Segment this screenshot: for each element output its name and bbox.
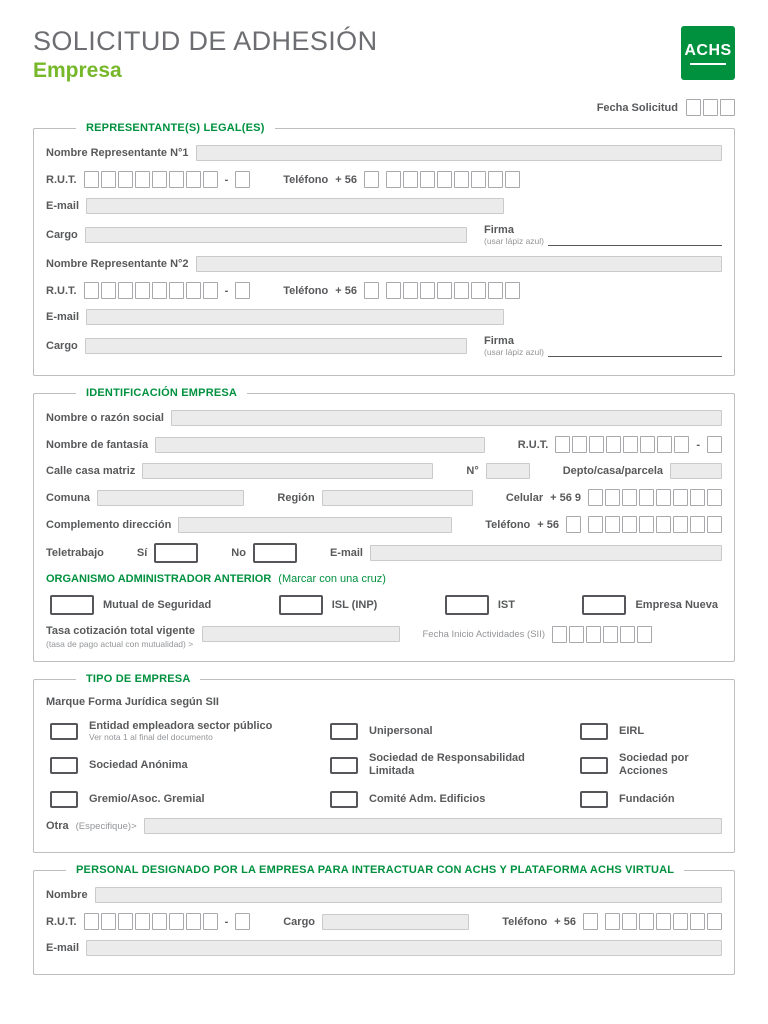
char-box[interactable] xyxy=(420,171,435,188)
char-box[interactable] xyxy=(203,282,218,299)
checkbox-sociedad-anonima[interactable] xyxy=(50,757,78,774)
rep1-nombre-row xyxy=(46,145,722,161)
char-box[interactable] xyxy=(454,171,469,188)
personal-rut-label: R.U.T. xyxy=(46,915,77,928)
header-titles xyxy=(33,26,377,83)
tipo-option-unipersonal xyxy=(330,718,580,744)
char-box[interactable] xyxy=(656,489,671,506)
organismo-option-ist xyxy=(445,595,515,615)
celular-prefix: + 56 9 xyxy=(550,491,581,504)
char-box[interactable] xyxy=(186,171,201,188)
rep2-cargo-label: Cargo xyxy=(46,340,78,352)
organismo-option-empresa-nueva xyxy=(582,595,718,615)
empresa-nueva-label: Empresa Nueva xyxy=(635,599,718,611)
personal-telefono-prefix: + 56 xyxy=(554,915,576,928)
empresa-telefono-label: Teléfono xyxy=(485,518,531,531)
sociedad-por-acciones-label: Sociedad por Acciones xyxy=(619,752,689,777)
char-box[interactable] xyxy=(552,626,567,643)
char-box[interactable] xyxy=(386,282,401,299)
gremio-label: Gremio/Asoc. Gremial xyxy=(89,792,205,805)
personal-email-label: E-mail xyxy=(46,942,80,954)
char-box[interactable] xyxy=(589,436,604,453)
mutual-label: Mutual de Seguridad xyxy=(103,599,212,611)
organismo-options-row xyxy=(46,593,722,615)
char-box[interactable] xyxy=(690,489,705,506)
unipersonal-label: Unipersonal xyxy=(369,724,433,737)
char-box[interactable] xyxy=(605,489,620,506)
char-box[interactable] xyxy=(622,913,637,930)
rep2-nombre-row xyxy=(46,256,722,272)
rep1-cargo-input[interactable] xyxy=(85,227,467,243)
rep2-rut-dv-box xyxy=(235,282,250,299)
rep1-rut-boxes xyxy=(84,171,218,188)
otra-input[interactable] xyxy=(144,818,722,834)
rep2-telefono-label: Teléfono xyxy=(283,284,329,297)
region-input[interactable] xyxy=(322,490,473,506)
comuna-input[interactable] xyxy=(97,490,244,506)
teletrabajo-label: Teletrabajo xyxy=(46,547,104,559)
rep1-rut-telefono-row xyxy=(46,171,722,188)
calle-label: Calle casa matriz xyxy=(46,465,136,477)
fantasia-rut-row xyxy=(46,436,722,453)
checkbox-sociedad-resp-limitada[interactable] xyxy=(330,757,358,774)
razon-social-row xyxy=(46,410,722,426)
empresa-rut-boxes xyxy=(555,436,689,453)
sociedad-resp-limitada-label: Sociedad de Responsabilidad Limitada xyxy=(369,752,525,777)
rep1-firma-nota: (usar lápiz azul) xyxy=(484,236,544,246)
personal-nombre-input[interactable] xyxy=(95,887,722,903)
char-box[interactable] xyxy=(505,282,520,299)
char-box[interactable] xyxy=(471,171,486,188)
rep2-rut-boxes xyxy=(84,282,218,299)
fundacion-label: Fundación xyxy=(619,792,675,805)
tipo-option-sociedad-por-acciones xyxy=(580,752,718,778)
char-box[interactable] xyxy=(720,99,735,116)
char-box[interactable] xyxy=(84,171,99,188)
complemento-label: Complemento dirección xyxy=(46,518,172,531)
complemento-input[interactable] xyxy=(178,517,452,533)
char-box[interactable] xyxy=(603,626,618,643)
char-box[interactable] xyxy=(620,626,635,643)
fantasia-label: Nombre de fantasía xyxy=(46,438,149,451)
rep1-rut-dv-box xyxy=(235,171,250,188)
char-box[interactable] xyxy=(235,171,250,188)
sector-publico-labels xyxy=(89,720,272,743)
char-box[interactable] xyxy=(605,913,620,930)
char-box[interactable] xyxy=(639,516,654,533)
calle-row xyxy=(46,463,722,479)
tipo-option-sociedad-resp-limitada xyxy=(330,752,580,778)
char-box[interactable] xyxy=(639,913,654,930)
page-subtitle: Empresa xyxy=(33,59,122,82)
empresa-email-input[interactable] xyxy=(370,545,722,561)
char-box[interactable] xyxy=(118,171,133,188)
char-box[interactable] xyxy=(364,171,379,188)
char-box[interactable] xyxy=(588,516,603,533)
tipo-option-eirl xyxy=(580,718,718,744)
section-personal-designado-title: PERSONAL DESIGNADO POR LA EMPRESA PARA INTERACTUAR CON ACHS Y PLATAFORMA ACHS VIRTUAL xyxy=(66,864,684,876)
char-box[interactable] xyxy=(135,282,150,299)
char-box[interactable] xyxy=(674,436,689,453)
teletrabajo-email-row xyxy=(46,543,722,563)
rut-dash: - xyxy=(224,284,229,297)
rep2-email-row xyxy=(46,309,722,325)
region-label: Región xyxy=(277,491,315,504)
char-box[interactable] xyxy=(488,171,503,188)
numero-input[interactable] xyxy=(486,463,530,479)
rep2-firma-nota: (usar lápiz azul) xyxy=(484,347,544,357)
char-box[interactable] xyxy=(437,171,452,188)
rep1-rut-label: R.U.T. xyxy=(46,173,77,186)
checkbox-empresa-nueva[interactable] xyxy=(582,595,626,615)
char-box[interactable] xyxy=(583,913,598,930)
char-box[interactable] xyxy=(703,99,718,116)
char-box[interactable] xyxy=(639,489,654,506)
tasa-row xyxy=(46,625,722,649)
char-box[interactable] xyxy=(707,516,722,533)
char-box[interactable] xyxy=(707,436,722,453)
teletrabajo-no-checkbox[interactable] xyxy=(253,543,297,563)
char-box[interactable] xyxy=(152,913,167,930)
rep2-nombre-label: Nombre Representante N°2 xyxy=(46,258,189,270)
rep2-rut-label: R.U.T. xyxy=(46,284,77,297)
rep2-cargo-input[interactable] xyxy=(85,338,467,354)
personal-cargo-label: Cargo xyxy=(283,915,316,928)
sector-publico-label: Entidad empleadora sector público xyxy=(89,719,273,732)
char-box[interactable] xyxy=(152,171,167,188)
rep1-firma-block xyxy=(484,224,722,246)
char-box[interactable] xyxy=(656,913,671,930)
char-box[interactable] xyxy=(454,282,469,299)
personal-rut-boxes xyxy=(84,913,218,930)
rep1-firma-line-row xyxy=(484,236,722,246)
empresa-email-label: E-mail xyxy=(329,547,363,559)
rep2-telefono-box-1 xyxy=(364,282,379,299)
personal-telefono-boxes xyxy=(605,913,722,930)
rep1-cargo-label: Cargo xyxy=(46,229,78,241)
checkbox-fundacion[interactable] xyxy=(580,791,608,808)
rep2-telefono-boxes xyxy=(386,282,520,299)
char-box[interactable] xyxy=(186,913,201,930)
rep1-telefono-label: Teléfono xyxy=(283,173,329,186)
char-box[interactable] xyxy=(403,282,418,299)
checkbox-mutual-de-seguridad[interactable] xyxy=(50,595,94,615)
tipo-option-fundacion xyxy=(580,786,718,812)
char-box[interactable] xyxy=(135,171,150,188)
empresa-telefono-box-1 xyxy=(566,516,581,533)
checkbox-sociedad-por-acciones[interactable] xyxy=(580,757,608,774)
tasa-nota: (tasa de pago actual con mutualidad) > xyxy=(46,639,194,649)
personal-nombre-label: Nombre xyxy=(46,889,88,901)
char-box[interactable] xyxy=(673,516,688,533)
char-box[interactable] xyxy=(84,913,99,930)
section-tipo-empresa-title: TIPO DE EMPRESA xyxy=(76,673,200,685)
char-box[interactable] xyxy=(606,436,621,453)
rep1-cargo-row xyxy=(46,224,722,246)
otra-row xyxy=(46,818,722,834)
personal-email-input[interactable] xyxy=(86,940,722,956)
rep2-email-label: E-mail xyxy=(46,311,80,323)
char-box[interactable] xyxy=(437,282,452,299)
ist-label: IST xyxy=(497,599,515,611)
char-box[interactable] xyxy=(673,913,688,930)
rep2-email-input[interactable] xyxy=(86,309,504,325)
empresa-rut-label: R.U.T. xyxy=(517,438,549,451)
razon-social-input[interactable] xyxy=(171,410,722,426)
char-box[interactable] xyxy=(471,282,486,299)
tipo-option-sector-publico xyxy=(50,718,330,744)
personal-email-row xyxy=(46,940,722,956)
tipo-option-sociedad-anonima xyxy=(50,752,330,778)
depto-label: Depto/casa/parcela xyxy=(562,465,663,477)
char-box[interactable] xyxy=(403,171,418,188)
rut-dash: - xyxy=(696,438,700,451)
char-box[interactable] xyxy=(152,282,167,299)
rep2-nombre-input[interactable] xyxy=(196,256,722,272)
empresa-telefono-boxes xyxy=(588,516,722,533)
forma-juridica-row xyxy=(46,696,722,708)
char-box[interactable] xyxy=(364,282,379,299)
organismo-title-row xyxy=(46,573,722,585)
personal-rut-cargo-telefono-row xyxy=(46,913,722,930)
fecha-solicitud-label: Fecha Solicitud xyxy=(596,101,678,114)
personal-nombre-row xyxy=(46,887,722,903)
rep1-firma-line[interactable] xyxy=(548,236,722,246)
char-box[interactable] xyxy=(235,913,250,930)
rep1-telefono-boxes xyxy=(386,171,520,188)
numero-label: N° xyxy=(466,465,479,477)
fecha-solicitud-row xyxy=(33,99,735,116)
char-box[interactable] xyxy=(118,913,133,930)
char-box[interactable] xyxy=(505,171,520,188)
char-box[interactable] xyxy=(386,171,401,188)
rep2-firma-line[interactable] xyxy=(548,347,722,357)
tasa-label: Tasa cotización total vigente xyxy=(46,625,195,637)
rep2-rut-telefono-row xyxy=(46,282,722,299)
char-box[interactable] xyxy=(637,626,652,643)
char-box[interactable] xyxy=(135,913,150,930)
tipo-empresa-grid xyxy=(46,716,722,818)
char-box[interactable] xyxy=(656,516,671,533)
rep1-email-row xyxy=(46,198,722,214)
tipo-option-gremio xyxy=(50,786,330,812)
char-box[interactable] xyxy=(101,282,116,299)
char-box[interactable] xyxy=(586,626,601,643)
complemento-telefono-row xyxy=(46,516,722,533)
char-box[interactable] xyxy=(569,626,584,643)
section-identificacion xyxy=(33,387,735,662)
char-box[interactable] xyxy=(203,913,218,930)
char-box[interactable] xyxy=(84,282,99,299)
char-box[interactable] xyxy=(673,489,688,506)
fecha-inicio-label: Fecha Inicio Actividades (SII) xyxy=(422,629,545,640)
rep2-cargo-row xyxy=(46,335,722,357)
char-box[interactable] xyxy=(169,282,184,299)
char-box[interactable] xyxy=(622,489,637,506)
char-box[interactable] xyxy=(690,913,705,930)
forma-juridica-label: Marque Forma Jurídica según SII xyxy=(46,696,219,708)
achs-logo-text: ACHS xyxy=(684,41,732,59)
sector-publico-nota: Ver nota 1 al final del documento xyxy=(89,732,213,743)
comite-label: Comité Adm. Edificios xyxy=(369,792,486,805)
comuna-label: Comuna xyxy=(46,491,90,504)
char-box[interactable] xyxy=(588,489,603,506)
checkbox-ist[interactable] xyxy=(445,595,489,615)
rep2-telefono-prefix: + 56 xyxy=(335,284,357,297)
fecha-inicio-group xyxy=(423,626,653,643)
checkbox-comite-adm-edificios[interactable] xyxy=(330,791,358,808)
char-box[interactable] xyxy=(488,282,503,299)
char-box[interactable] xyxy=(623,436,638,453)
char-box[interactable] xyxy=(169,913,184,930)
char-box[interactable] xyxy=(420,282,435,299)
rep1-telefono-box-1 xyxy=(364,171,379,188)
char-box[interactable] xyxy=(686,99,701,116)
section-representantes-title: REPRESENTANTE(S) LEGAL(ES) xyxy=(76,122,275,134)
char-box[interactable] xyxy=(118,282,133,299)
char-box[interactable] xyxy=(566,516,581,533)
isl-label: ISL (INP) xyxy=(331,599,378,611)
char-box[interactable] xyxy=(707,913,722,930)
personal-telefono-label: Teléfono xyxy=(502,915,548,928)
header xyxy=(33,26,735,83)
fecha-inicio-boxes xyxy=(552,626,652,643)
achs-logo xyxy=(681,26,735,80)
teletrabajo-si-label: Sí xyxy=(136,547,148,559)
page-title: SOLICITUD DE ADHESIÓN xyxy=(33,26,378,56)
celular-label: Celular xyxy=(505,491,544,504)
checkbox-isl-inp[interactable] xyxy=(279,595,323,615)
rep1-telefono-prefix: + 56 xyxy=(335,173,357,186)
char-box[interactable] xyxy=(169,171,184,188)
sociedad-anonima-label: Sociedad Anónima xyxy=(89,758,188,771)
tasa-label-block xyxy=(46,625,195,649)
teletrabajo-no-label: No xyxy=(231,547,246,559)
section-tipo-empresa xyxy=(33,673,735,853)
otra-nota: (Especifique)> xyxy=(75,820,137,832)
char-box[interactable] xyxy=(690,516,705,533)
achs-logo-underline xyxy=(690,63,726,65)
char-box[interactable] xyxy=(572,436,587,453)
char-box[interactable] xyxy=(622,516,637,533)
checkbox-entidad-sector-publico[interactable] xyxy=(50,723,78,740)
organismo-option-isl xyxy=(279,595,378,615)
section-identificacion-title: IDENTIFICACIÓN EMPRESA xyxy=(76,387,247,399)
rut-dash: - xyxy=(224,915,229,928)
char-box[interactable] xyxy=(640,436,655,453)
tasa-input[interactable] xyxy=(202,626,400,642)
rep1-nombre-input[interactable] xyxy=(196,145,722,161)
calle-input[interactable] xyxy=(142,463,433,479)
checkbox-unipersonal[interactable] xyxy=(330,723,358,740)
empresa-telefono-prefix: + 56 xyxy=(537,518,559,531)
organismo-title: ORGANISMO ADMINISTRADOR ANTERIOR xyxy=(46,573,272,585)
personal-telefono-box-1 xyxy=(583,913,598,930)
char-box[interactable] xyxy=(707,489,722,506)
checkbox-eirl[interactable] xyxy=(580,723,608,740)
rep2-firma-label: Firma xyxy=(484,335,514,347)
eirl-label: EIRL xyxy=(619,724,645,737)
char-box[interactable] xyxy=(657,436,672,453)
personal-rut-dv-box xyxy=(235,913,250,930)
char-box[interactable] xyxy=(101,171,116,188)
teletrabajo-si-checkbox[interactable] xyxy=(154,543,198,563)
tipo-option-comite xyxy=(330,786,580,812)
rep2-firma-block xyxy=(484,335,722,357)
rep2-firma-line-row xyxy=(484,347,722,357)
section-representantes xyxy=(33,122,735,376)
rep1-email-input[interactable] xyxy=(86,198,504,214)
personal-cargo-input[interactable] xyxy=(322,914,469,930)
empresa-rut-dv-box xyxy=(707,436,722,453)
char-box[interactable] xyxy=(605,516,620,533)
char-box[interactable] xyxy=(235,282,250,299)
rut-dash: - xyxy=(224,173,229,186)
char-box[interactable] xyxy=(186,282,201,299)
char-box[interactable] xyxy=(203,171,218,188)
fantasia-input[interactable] xyxy=(155,437,485,453)
rep1-nombre-label: Nombre Representante N°1 xyxy=(46,147,189,159)
razon-social-label: Nombre o razón social xyxy=(46,412,164,424)
section-personal-designado xyxy=(33,864,735,975)
organismo-nota: (Marcar con una cruz) xyxy=(278,573,386,585)
fecha-solicitud-boxes xyxy=(686,99,735,116)
char-box[interactable] xyxy=(555,436,570,453)
rep1-email-label: E-mail xyxy=(46,200,80,212)
otra-label: Otra xyxy=(46,820,69,832)
comuna-region-celular-row xyxy=(46,489,722,506)
char-box[interactable] xyxy=(101,913,116,930)
rep1-firma-label: Firma xyxy=(484,224,514,236)
organismo-option-mutual xyxy=(50,595,211,615)
celular-boxes xyxy=(588,489,722,506)
checkbox-gremio[interactable] xyxy=(50,791,78,808)
depto-input[interactable] xyxy=(670,463,722,479)
